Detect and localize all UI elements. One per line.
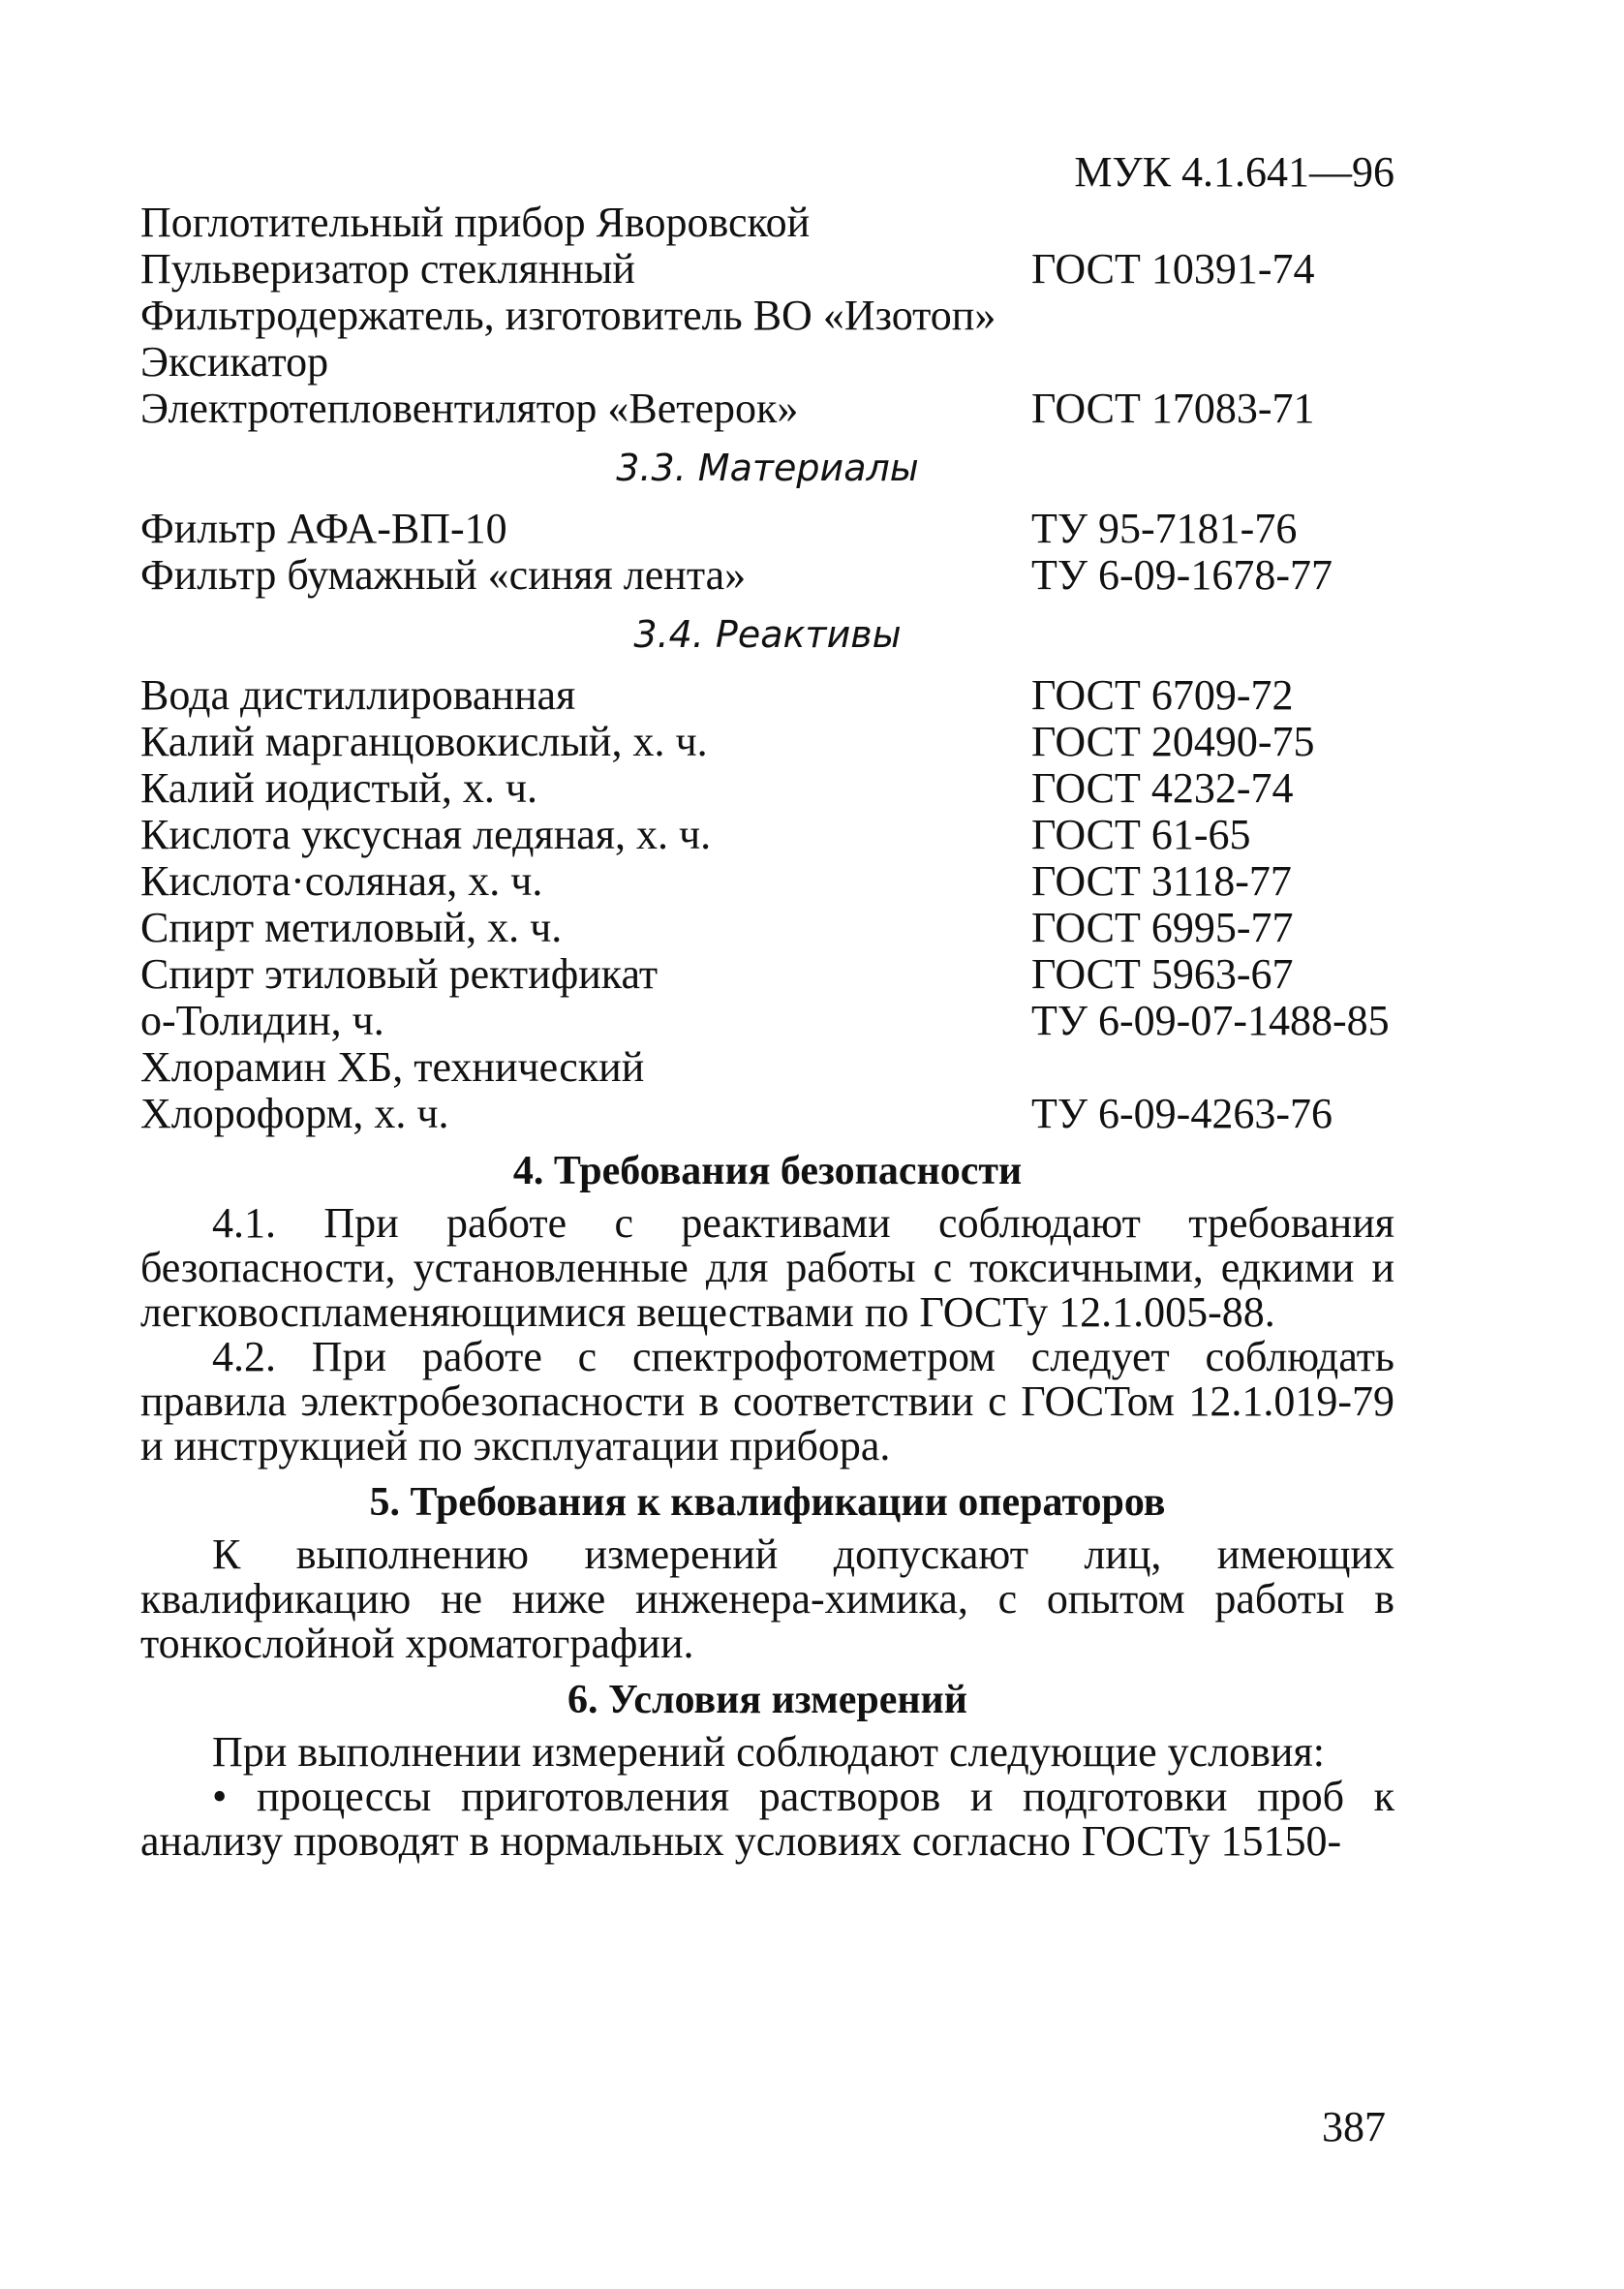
reagents-heading: 3.4. Реактивы <box>633 613 902 656</box>
section-6-bullet-1: • процессы приготовления растворов и подготовки проб к анализу проводят в нормальных условиях согласно ГОСТу 15150- <box>140 1773 1394 1865</box>
list-item <box>140 293 1394 339</box>
item-name: Калий иодистый, х. ч. <box>140 764 537 812</box>
item-name: Кислота уксусная ледяная, х. ч. <box>140 811 712 858</box>
materials-list <box>140 506 1394 599</box>
item-standard: ТУ 6-09-07-1488-85 <box>1031 997 1390 1044</box>
item-name: Калий марганцовокислый, х. ч. <box>140 718 708 765</box>
item-standard: ГОСТ 6709-72 <box>1031 671 1294 719</box>
list-item <box>140 552 1394 599</box>
page-number: 387 <box>1322 2103 1386 2150</box>
item-name: Фильтродержатель, изготовитель ВО «Изотоп» <box>140 292 996 339</box>
item-name: Спирт метиловый, х. ч. <box>140 904 563 951</box>
list-item <box>140 858 1394 905</box>
list-item <box>140 812 1394 858</box>
item-standard: ТУ 6-09-1678-77 <box>1031 551 1333 599</box>
item-name: Фильтр бумажный «синяя лента» <box>140 551 747 599</box>
list-item <box>140 719 1394 765</box>
section-4-paragraph-1: 4.1. При работе с реактивами соблюдают требования безопасности, установленные для работы с токсичными, едкими и легковоспламеняющимися веществами по ГОСТу 12.1.005-88. <box>140 1199 1394 1336</box>
list-item <box>140 246 1394 293</box>
item-standard: ГОСТ 5963-67 <box>1031 950 1294 998</box>
item-name: Фильтр АФА-ВП-10 <box>140 505 507 552</box>
section-4-heading: 4. Требования безопасности <box>512 1149 1023 1193</box>
list-item <box>140 506 1394 552</box>
item-name: Поглотительный прибор Яворовской <box>140 199 811 246</box>
item-name: Хлорамин ХБ, технический <box>140 1043 645 1091</box>
materials-heading: 3.3. Материалы <box>616 447 919 489</box>
item-name: Эксикатор <box>140 338 329 386</box>
item-standard: ГОСТ 3118-77 <box>1031 857 1292 905</box>
item-standard: ТУ 95-7181-76 <box>1031 505 1298 552</box>
list-item <box>140 1091 1394 1137</box>
item-standard: ГОСТ 17083-71 <box>1031 385 1315 432</box>
list-item <box>140 765 1394 812</box>
item-name: Пульверизатор стеклянный <box>140 245 635 293</box>
document-code-header: МУК 4.1.641—96 <box>1074 148 1394 196</box>
list-item <box>140 200 1394 246</box>
equipment-list <box>140 200 1394 432</box>
item-standard: ГОСТ 10391-74 <box>1031 245 1315 293</box>
list-item <box>140 386 1394 432</box>
item-name: Хлороформ, х. ч. <box>140 1090 449 1137</box>
list-item <box>140 905 1394 951</box>
list-item <box>140 339 1394 386</box>
list-item <box>140 1044 1394 1091</box>
item-name: Спирт этиловый ректификат <box>140 950 659 998</box>
item-name: Электротепловентилятор «Ветерок» <box>140 385 799 432</box>
item-name: Вода дистиллированная <box>140 671 576 719</box>
section-5-paragraph-1: К выполнению измерений допускают лиц, имеющих квалификацию не ниже инженера-химика, с опытом работы в тонкослойной хроматографии. <box>140 1531 1394 1667</box>
document-page <box>140 145 1394 1864</box>
item-standard: ГОСТ 20490-75 <box>1031 718 1315 765</box>
list-item <box>140 998 1394 1044</box>
reagents-list <box>140 672 1394 1137</box>
item-name: о-Толидин, ч. <box>140 997 384 1044</box>
list-item <box>140 951 1394 998</box>
item-standard: ТУ 6-09-4263-76 <box>1031 1090 1333 1137</box>
item-name: Кислота·соляная, х. ч. <box>140 857 543 905</box>
section-6-paragraph-1: При выполнении измерений соблюдают следующие условия: <box>212 1728 1325 1776</box>
item-standard: ГОСТ 6995-77 <box>1031 904 1294 951</box>
item-standard: ГОСТ 61-65 <box>1031 811 1251 858</box>
section-6-heading: 6. Условия измерений <box>567 1678 967 1722</box>
list-item <box>140 672 1394 719</box>
section-4-paragraph-2: 4.2. При работе с спектрофотометром следует соблюдать правила электробезопасности в соответствии с ГОСТом 12.1.019-79 и инструкцией по эксплуатации прибора. <box>140 1333 1394 1469</box>
item-standard: ГОСТ 4232-74 <box>1031 764 1294 812</box>
section-5-heading: 5. Требования к квалификации операторов <box>369 1480 1166 1525</box>
